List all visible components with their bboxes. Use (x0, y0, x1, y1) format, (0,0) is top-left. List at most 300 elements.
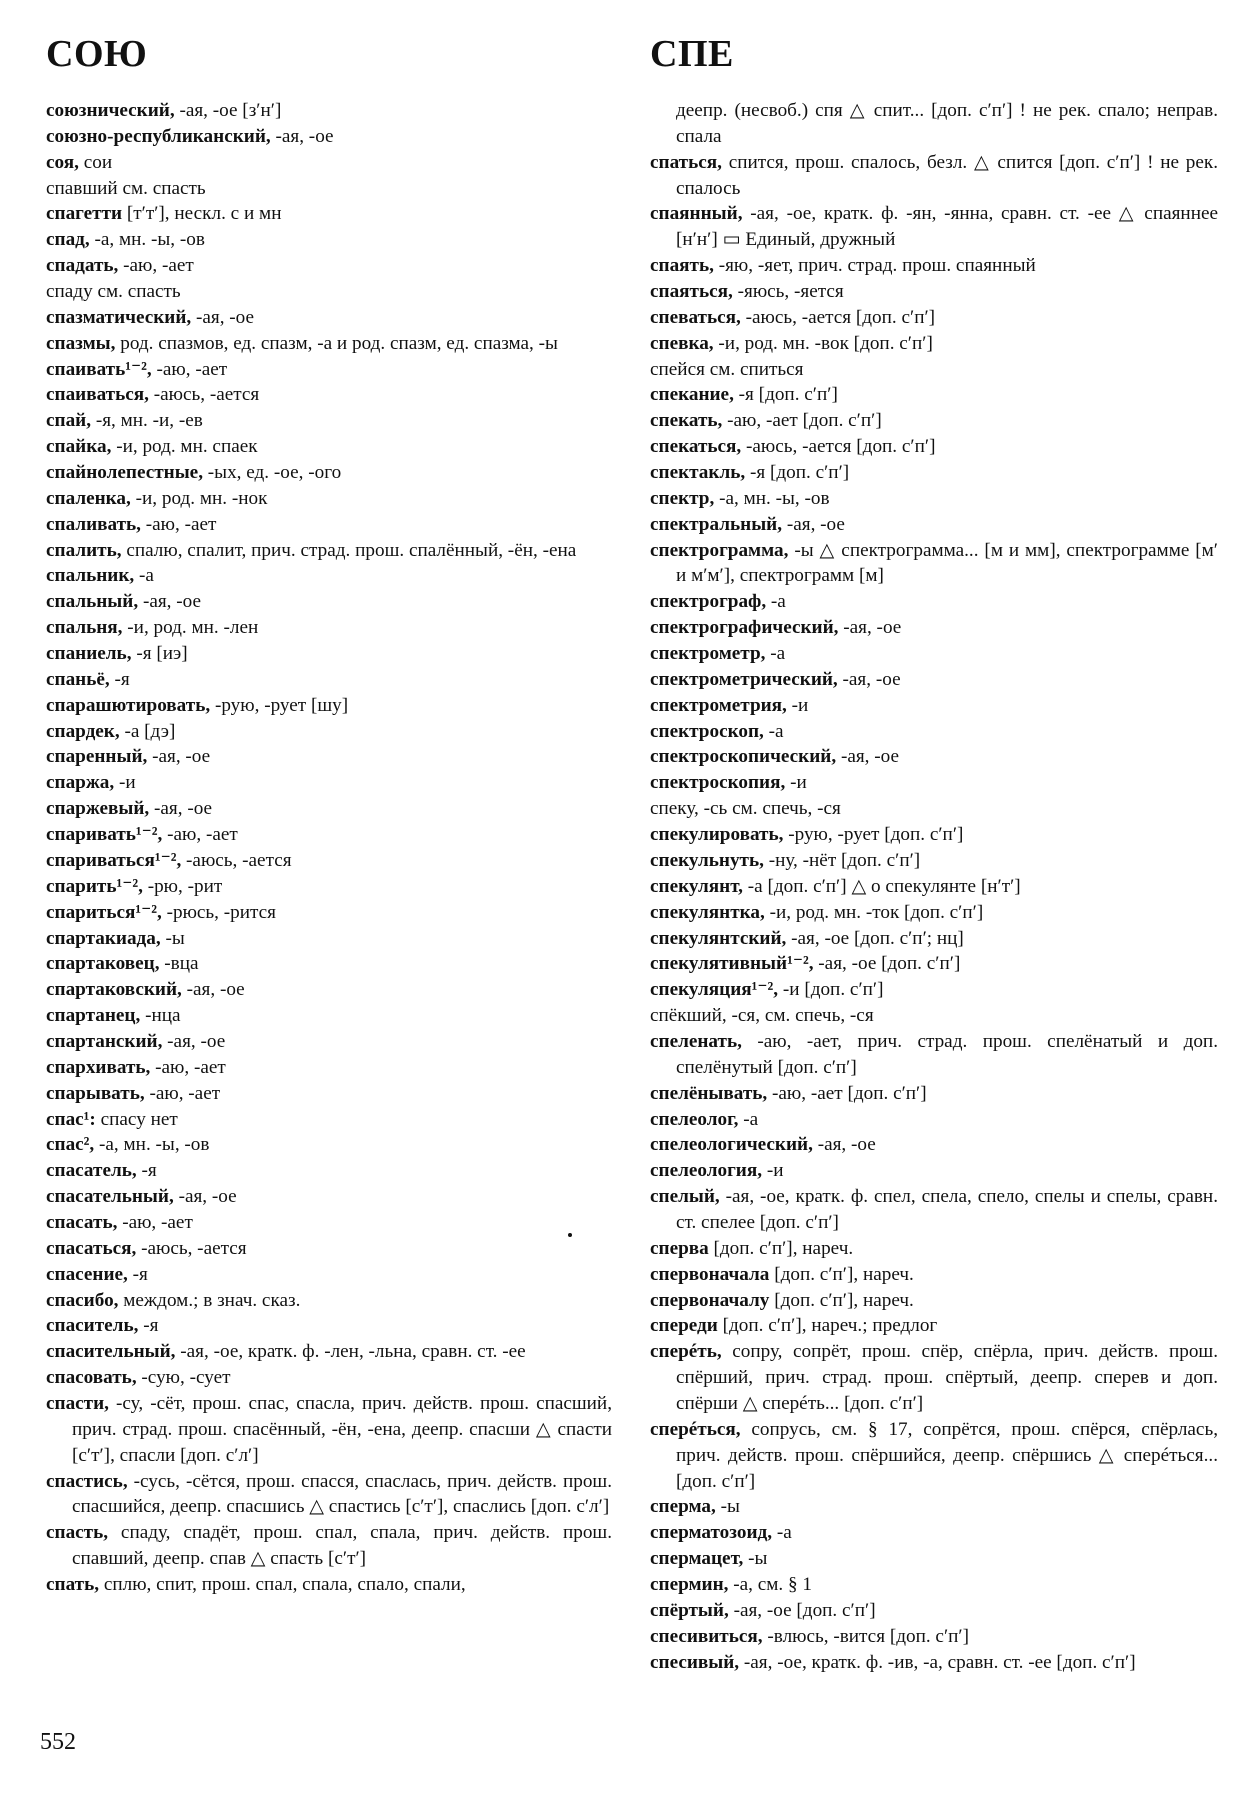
dictionary-entry (650, 848, 1218, 874)
dictionary-entry (650, 253, 1218, 279)
dictionary-entry (46, 926, 612, 952)
dictionary-entry (46, 589, 612, 615)
entry-definition: -а, мн. -ы, -ов (94, 1134, 210, 1156)
entry-headword: спелеология, (650, 1160, 763, 1182)
entry-definition: -аю, -ает (144, 1082, 221, 1104)
entry-headword: спекать, (650, 410, 723, 432)
entry-headword: спёртый, (650, 1599, 729, 1621)
entry-definition: -аю, -ает (118, 255, 194, 277)
dictionary-entry (650, 486, 1218, 512)
dictionary-entry (650, 744, 1218, 770)
dictionary-entry (46, 176, 612, 202)
dictionary-entry (46, 1391, 612, 1469)
entry-definition: спейся см. спиться (650, 358, 804, 380)
entry-definition: -яюсь, -яется (732, 281, 844, 303)
entry-headword: спервоначала (650, 1263, 770, 1285)
entry-headword: спектакль, (650, 462, 746, 484)
entry-headword: спаленка, (46, 487, 131, 509)
entry-headword: спартанский, (46, 1030, 163, 1052)
entry-headword: спаиваться, (46, 384, 149, 406)
entry-definition: сои (78, 151, 113, 173)
entry-definition: род. спазмов, ед. спазм, -а и род. спазм, ед. спазма, -ы (115, 332, 558, 354)
entry-headword: спаньё, (46, 668, 110, 690)
entry-definition: -ая, -ое (838, 617, 902, 639)
entry-definition: -ая, -ое [доп. сʹпʹ; нц] (786, 927, 964, 949)
entry-headword: спервоначалу (650, 1289, 770, 1311)
entry-definition: -ы (715, 1496, 740, 1518)
dictionary-entry (46, 1572, 612, 1598)
entry-definition: деепр. (несвоб.) спя △ спит... [доп. сʹпʹ] ! не рек. спало; неправ. спала (676, 100, 1218, 147)
entry-headword: спасать, (46, 1211, 118, 1233)
entry-definition: -я (136, 1160, 157, 1182)
entry-definition: -ну, -нёт [доп. сʹпʹ] (763, 849, 921, 871)
dictionary-entry (46, 1184, 612, 1210)
dictionary-entry (650, 796, 1218, 822)
dictionary-entry (46, 900, 612, 926)
entry-headword: спаливать, (46, 513, 141, 535)
entry-headword: спелеологический, (650, 1134, 813, 1156)
entry-headword: спаржевый, (46, 798, 150, 820)
entry-definition: -ая, -ое, кратк. ф. -ян, -янна, сравн. ст. -ее △ спаяннее [нʹнʹ] ▭ Единый, дружный (676, 203, 1218, 251)
dictionary-entry (46, 124, 612, 150)
dictionary-entry (46, 486, 612, 512)
entry-headword: спасти, (46, 1392, 109, 1414)
dictionary-entry (650, 719, 1218, 745)
entry-headword: спадать, (46, 255, 119, 277)
entry-headword: спектроскоп, (650, 720, 764, 742)
entry-definition: -ы (743, 1548, 768, 1570)
dictionary-entry (650, 98, 1218, 150)
entry-headword: спальный, (46, 591, 139, 613)
dictionary-entry (46, 1132, 612, 1158)
entry-definition: -а (765, 643, 786, 665)
entry-definition: -ая, -ое (782, 513, 845, 535)
entry-headword: спаситель, (46, 1315, 139, 1337)
entry-definition: -рюсь, -рится (161, 901, 276, 923)
entry-definition: -аюсь, -ается (148, 384, 260, 406)
dictionary-entry (46, 1081, 612, 1107)
entry-headword: спермин, (650, 1573, 729, 1595)
dictionary-entry (46, 1236, 612, 1262)
entry-definition: -и (785, 772, 807, 794)
dictionary-entry (650, 770, 1218, 796)
dictionary-entry (46, 615, 612, 641)
entry-headword: спасатель, (46, 1160, 137, 1182)
dictionary-entry (46, 201, 612, 227)
entry-definition: спавший см. спасть (46, 177, 206, 199)
dictionary-entry (46, 357, 612, 383)
entry-definition: -аюсь, -ается (136, 1237, 247, 1259)
entry-headword: спать, (46, 1573, 100, 1595)
entry-definition: -аюсь, -ается [доп. сʹпʹ] (740, 306, 936, 328)
entry-definition: -рю, -рит (142, 875, 223, 897)
running-head-right: СПЕ (650, 33, 734, 75)
entry-headword: спас¹: (46, 1108, 96, 1130)
entry-headword: спелый, (650, 1186, 720, 1208)
right-column (650, 98, 1218, 1675)
entry-definition: [тʹтʹ], нескл. с и мн (122, 203, 282, 225)
dictionary-entry (650, 1081, 1218, 1107)
entry-definition: -рую, -рует [шу] (210, 694, 349, 716)
dictionary-entry (650, 1417, 1218, 1495)
entry-headword: спархивать, (46, 1056, 151, 1078)
dictionary-entry (46, 1055, 612, 1081)
entry-definition: [доп. сʹпʹ], нареч. (769, 1289, 914, 1311)
entry-definition: -я (138, 1315, 159, 1337)
entry-headword: спектральный, (650, 513, 783, 535)
entry-headword: спектрометрия, (650, 694, 787, 716)
entry-headword: спекание, (650, 384, 734, 406)
stray-dot (568, 1233, 572, 1237)
entry-headword: спекулянт, (650, 875, 743, 897)
dictionary-entry (650, 1288, 1218, 1314)
dictionary-entry (46, 693, 612, 719)
dictionary-entry (650, 1003, 1218, 1029)
entry-definition: -влюсь, -вится [доп. сʹпʹ] (762, 1625, 969, 1647)
entry-headword: спартанец, (46, 1005, 141, 1027)
entry-definition: -и, род. мн. -лен (122, 617, 259, 639)
entry-headword: спасовать, (46, 1367, 137, 1389)
dictionary-entry (46, 331, 612, 357)
entry-definition: -ая, -ое (162, 1030, 226, 1052)
dictionary-entry (650, 926, 1218, 952)
entry-definition: -а (763, 720, 784, 742)
dictionary-entry (46, 1107, 612, 1133)
entry-definition: -сую, -сует (136, 1367, 231, 1389)
entry-definition: -вца (159, 953, 199, 975)
dictionary-entry (46, 1158, 612, 1184)
entry-headword: спасть, (46, 1522, 109, 1544)
entry-definition: -и, род. мн. -вок [доп. сʹпʹ] (713, 332, 933, 354)
dictionary-entry (46, 1029, 612, 1055)
entry-headword: спаржа, (46, 772, 115, 794)
entry-definition: спалю, спалит, прич. страд. прош. спалённый, -ён, -ена (121, 539, 577, 561)
entry-definition: сопру, сопрёт, прош. спёр, спёрла, прич. действ. прош. спёрший, прич. страд. прош. спёртый, деепр. сперев и доп. спёрши △ сперéть... [доп. сʹпʹ] (676, 1341, 1218, 1414)
entry-headword: спектрографический, (650, 617, 839, 639)
entry-definition: -а (772, 1522, 792, 1544)
entry-definition: -ая, -ое (812, 1134, 876, 1156)
entry-headword: спальня, (46, 617, 123, 639)
entry-headword: спаять, (650, 255, 714, 277)
dictionary-entry (46, 1339, 612, 1365)
dictionary-entry (650, 900, 1218, 926)
entry-headword: спазмы, (46, 332, 116, 354)
entry-definition: -ы △ спектрограмма... [м и мм], спектрограмме [мʹ и мʹмʹ], спектрограмм [м] (676, 539, 1218, 587)
dictionary-entry (650, 822, 1218, 848)
entry-definition: -я (109, 668, 130, 690)
entry-definition: [доп. сʹпʹ], нареч. (769, 1263, 914, 1285)
dictionary-entry (650, 150, 1218, 202)
entry-headword: спектрограф, (650, 591, 767, 613)
dictionary-entry (46, 305, 612, 331)
entry-definition: -а, см. § 1 (728, 1573, 812, 1595)
entry-headword: союзнический, (46, 100, 175, 121)
entry-definition: -ая, -ое, кратк. ф. -лен, -льна, сравн. ст. -ее (175, 1341, 526, 1363)
dictionary-entry (46, 563, 612, 589)
entry-headword: спарашютировать, (46, 694, 211, 716)
dictionary-entry (46, 744, 612, 770)
dictionary-entry (46, 1262, 612, 1288)
entry-definition: спёкший, -ся, см. спечь, -ся (650, 1005, 874, 1027)
entry-headword: спасительный, (46, 1341, 176, 1363)
entry-definition: -я [доп. сʹпʹ] (733, 384, 838, 406)
entry-definition: -аюсь, -ается [доп. сʹпʹ] (741, 436, 936, 458)
entry-definition: -аю, -ает (117, 1211, 193, 1233)
entry-headword: спаривать¹⁻², (46, 824, 163, 846)
entry-definition: -и (114, 772, 136, 794)
dictionary-entry (650, 874, 1218, 900)
dictionary-entry (46, 98, 612, 124)
entry-definition: -ы (160, 927, 185, 949)
entry-definition: -а (766, 591, 786, 613)
entry-definition: -я, мн. -и, -ев (91, 410, 203, 432)
dictionary-entry (650, 1650, 1218, 1676)
entry-headword: спаться, (650, 151, 722, 173)
entry-headword: союзно-республиканский, (46, 125, 271, 147)
entry-headword: спаниель, (46, 643, 132, 665)
entry-headword: спаяться, (650, 281, 733, 303)
entry-headword: спелёнывать, (650, 1082, 768, 1104)
entry-definition: -а [доп. сʹпʹ] △ о спекулянте [нʹтʹ] (742, 875, 1021, 897)
entry-definition: -аю, -ает [доп. сʹпʹ] (722, 410, 882, 432)
dictionary-entry (46, 460, 612, 486)
dictionary-entry (46, 512, 612, 538)
entry-headword: спермацет, (650, 1548, 744, 1570)
dictionary-entry (46, 434, 612, 460)
dictionary-entry (46, 408, 612, 434)
entry-headword: спесивиться, (650, 1625, 763, 1647)
entry-definition: -нца (140, 1005, 181, 1027)
dictionary-entry (46, 279, 612, 305)
entry-definition: [доп. сʹпʹ], нареч. (708, 1237, 854, 1259)
entry-definition: спеку, -сь см. спечь, -ся (650, 798, 841, 820)
entry-headword: спаивать¹⁻², (46, 358, 152, 380)
entry-definition: -ая, -ое (138, 591, 201, 613)
entry-headword: спай, (46, 410, 92, 432)
entry-definition: спаду, спадёт, прош. спал, спала, прич. действ. прош. спавший, деепр. спав △ спасть [сʹтʹ] (72, 1522, 612, 1570)
dictionary-entry (650, 279, 1218, 305)
entry-headword: спелеолог, (650, 1108, 739, 1130)
entry-definition: -я [доп. сʹпʹ] (745, 462, 850, 484)
dictionary-entry (650, 305, 1218, 331)
entry-headword: спекулятивный¹⁻², (650, 953, 814, 975)
entry-definition: -су, -сёт, прош. спас, спасла, прич. действ. прош. спасший, прич. страд. прош. спасённый, -ён, -ена, деепр. спасши △ спасти [сʹтʹ], спасли [доп. сʹлʹ] (72, 1392, 612, 1466)
entry-definition: -я [иэ] (131, 643, 188, 665)
entry-headword: сперéть, (650, 1341, 722, 1363)
entry-definition: -аю, -ает, прич. страд. прош. спелёнатый и доп. спелёнутый [доп. сʹпʹ] (676, 1030, 1218, 1078)
dictionary-entry (46, 719, 612, 745)
entry-headword: спартаковец, (46, 953, 160, 975)
entry-headword: спекулировать, (650, 824, 784, 846)
entry-definition: -ая, -ое [доп. сʹпʹ] (728, 1599, 876, 1621)
dictionary-entry (46, 1365, 612, 1391)
entry-definition: -и (762, 1160, 784, 1182)
entry-headword: спесивый, (650, 1651, 740, 1673)
entry-definition: -и [доп. сʹпʹ] (778, 979, 884, 1001)
entry-definition: -ая, -ое (173, 1186, 237, 1208)
entry-headword: спартаковский, (46, 979, 182, 1001)
entry-definition: -ая, -ое (270, 125, 334, 147)
entry-headword: спасательный, (46, 1186, 174, 1208)
dictionary-entry (650, 1132, 1218, 1158)
dictionary-entry (46, 538, 612, 564)
entry-definition: -аю, -ает (150, 1056, 226, 1078)
dictionary-entry (46, 848, 612, 874)
dictionary-entry (650, 589, 1218, 615)
entry-definition: -ая, -ое, кратк. ф. -ив, -а, сравн. ст. -ее [доп. сʹпʹ] (739, 1651, 1136, 1673)
entry-headword: спарывать, (46, 1082, 145, 1104)
entry-headword: спекулянтский, (650, 927, 787, 949)
entry-headword: спасение, (46, 1263, 128, 1285)
dictionary-entry (46, 1469, 612, 1521)
entry-definition: -а, мн. -ы, -ов (89, 229, 205, 251)
entry-definition: -и (786, 694, 809, 716)
running-head-left: СОЮ (46, 33, 148, 75)
dictionary-entry (46, 641, 612, 667)
entry-definition: -ая, -ое (836, 746, 900, 768)
dictionary-entry (650, 615, 1218, 641)
entry-headword: спаянный, (650, 203, 743, 225)
entry-definition: -и, род. мн. спаек (111, 436, 258, 458)
entry-definition: -а, мн. -ы, -ов (714, 487, 830, 509)
entry-definition: -ая, -ое [доп. сʹпʹ] (813, 953, 961, 975)
entry-headword: спасаться, (46, 1237, 137, 1259)
entry-headword: спекуляция¹⁻², (650, 979, 779, 1001)
entry-definition: -ых, ед. -ое, -ого (203, 462, 342, 484)
entry-definition: -аю, -ает (151, 358, 228, 380)
entry-headword: спеваться, (650, 306, 741, 328)
dictionary-entry (46, 1003, 612, 1029)
dictionary-entry (46, 1288, 612, 1314)
entry-headword: спалить, (46, 539, 122, 561)
dictionary-entry (650, 538, 1218, 590)
entry-headword: спектрограмма, (650, 539, 789, 561)
entry-definition: -а [дэ] (119, 720, 176, 742)
dictionary-entry (46, 1210, 612, 1236)
entry-definition: спасу нет (95, 1108, 178, 1130)
dictionary-entry (46, 382, 612, 408)
dictionary-entry (46, 874, 612, 900)
dictionary-entry (46, 977, 612, 1003)
dictionary-entry (46, 667, 612, 693)
dictionary-entry (650, 512, 1218, 538)
entry-definition: -рую, -рует [доп. сʹпʹ] (783, 824, 964, 846)
dictionary-entry (46, 770, 612, 796)
dictionary-entry (46, 951, 612, 977)
entry-headword: спаренный, (46, 746, 148, 768)
entry-definition: сплю, спит, прош. спал, спала, спало, спали, (99, 1573, 466, 1595)
dictionary-entry (650, 1262, 1218, 1288)
dictionary-entry (650, 201, 1218, 253)
entry-headword: спальник, (46, 565, 135, 587)
entry-headword: спариться¹⁻², (46, 901, 162, 923)
dictionary-entry (650, 1158, 1218, 1184)
left-column (46, 98, 612, 1598)
dictionary-entry (650, 331, 1218, 357)
entry-definition: -ая, -ое (147, 746, 211, 768)
entry-headword: спартакиада, (46, 927, 161, 949)
entry-headword: спевка, (650, 332, 714, 354)
entry-definition: -аю, -ает (140, 513, 217, 535)
entry-headword: спекульнуть, (650, 849, 764, 871)
entry-definition: сопрусь, см. § 17, сопрётся, прош. спёрся, спёрлась, прич. действ. прош. спёршийся, деепр. спёршись △ сперéться... [доп. сʹпʹ] (676, 1418, 1218, 1492)
entry-definition: -аю, -ает [доп. сʹпʹ] (767, 1082, 927, 1104)
dictionary-entry (650, 357, 1218, 383)
entry-definition: -а (738, 1108, 759, 1130)
entry-headword: спайка, (46, 436, 112, 458)
entry-headword: спайнолепестные, (46, 462, 203, 484)
entry-headword: сперма, (650, 1496, 716, 1518)
entry-definition: -аюсь, -ается (181, 849, 292, 871)
entry-headword: соя, (46, 151, 79, 173)
dictionary-entry (46, 1520, 612, 1572)
entry-definition: -ая, -ое (181, 979, 245, 1001)
entry-definition: -сусь, -сётся, прош. спасся, спаслась, прич. действ. прош. спасшийся, деепр. спасшись △ спастись [сʹтʹ], спаслись [доп. сʹлʹ] (72, 1470, 612, 1518)
entry-headword: спастись, (46, 1470, 128, 1492)
entry-definition: -ая, -ое (149, 798, 213, 820)
dictionary-entry (650, 460, 1218, 486)
entry-definition: -ая, -ое [зʹнʹ] (174, 100, 282, 121)
entry-definition: -аю, -ает (162, 824, 238, 846)
entry-headword: спардек, (46, 720, 120, 742)
dictionary-entry (650, 951, 1218, 977)
entry-definition: -ая, -ое (837, 668, 901, 690)
dictionary-entry (46, 253, 612, 279)
entry-definition: -яю, -яет, прич. страд. прош. спаянный (713, 255, 1036, 277)
entry-headword: спектроскопия, (650, 772, 786, 794)
dictionary-entry (46, 1313, 612, 1339)
entry-headword: спекулянтка, (650, 901, 765, 923)
dictionary-entry (650, 977, 1218, 1003)
entry-definition: -ая, -ое (191, 306, 255, 328)
dictionary-entry (650, 1236, 1218, 1262)
dictionary-entry (650, 693, 1218, 719)
dictionary-entry (650, 1339, 1218, 1417)
dictionary-entry (650, 1546, 1218, 1572)
entry-headword: спарить¹⁻², (46, 875, 143, 897)
entry-headword: спасибо, (46, 1289, 119, 1311)
entry-headword: спектрометр, (650, 643, 766, 665)
dictionary-entry (46, 822, 612, 848)
dictionary-entry (650, 1572, 1218, 1598)
dictionary-entry (650, 667, 1218, 693)
entry-definition: -ая, -ое, кратк. ф. спел, спела, спело, спелы и спелы, сравн. ст. спелее [доп. сʹпʹ] (676, 1186, 1218, 1233)
entry-definition: спаду см. спасть (46, 281, 181, 303)
entry-headword: спереди (650, 1315, 718, 1337)
dictionary-entry (46, 150, 612, 176)
dictionary-entry (650, 1029, 1218, 1081)
dictionary-entry (650, 1624, 1218, 1650)
dictionary-entry (650, 1598, 1218, 1624)
entry-definition: междом.; в знач. сказ. (118, 1289, 301, 1311)
entry-headword: спекаться, (650, 436, 742, 458)
entry-headword: спад, (46, 229, 90, 251)
entry-headword: сперматозоид, (650, 1522, 773, 1544)
dictionary-entry (650, 1520, 1218, 1546)
dictionary-entry (650, 382, 1218, 408)
dictionary-entry (46, 227, 612, 253)
entry-definition: -и, род. мн. -нок (130, 487, 268, 509)
dictionary-entry (650, 408, 1218, 434)
entry-headword: спектр, (650, 487, 715, 509)
entry-headword: спагетти (46, 203, 123, 225)
entry-definition: [доп. сʹпʹ], нареч.; предлог (717, 1315, 938, 1337)
entry-definition: -я (127, 1263, 148, 1285)
entry-definition: спится, прош. спалось, безл. △ спится [доп. сʹпʹ] ! не рек. спалось (676, 151, 1218, 199)
entry-headword: спазматический, (46, 306, 192, 328)
entry-headword: спектроскопический, (650, 746, 837, 768)
dictionary-entry (650, 1494, 1218, 1520)
